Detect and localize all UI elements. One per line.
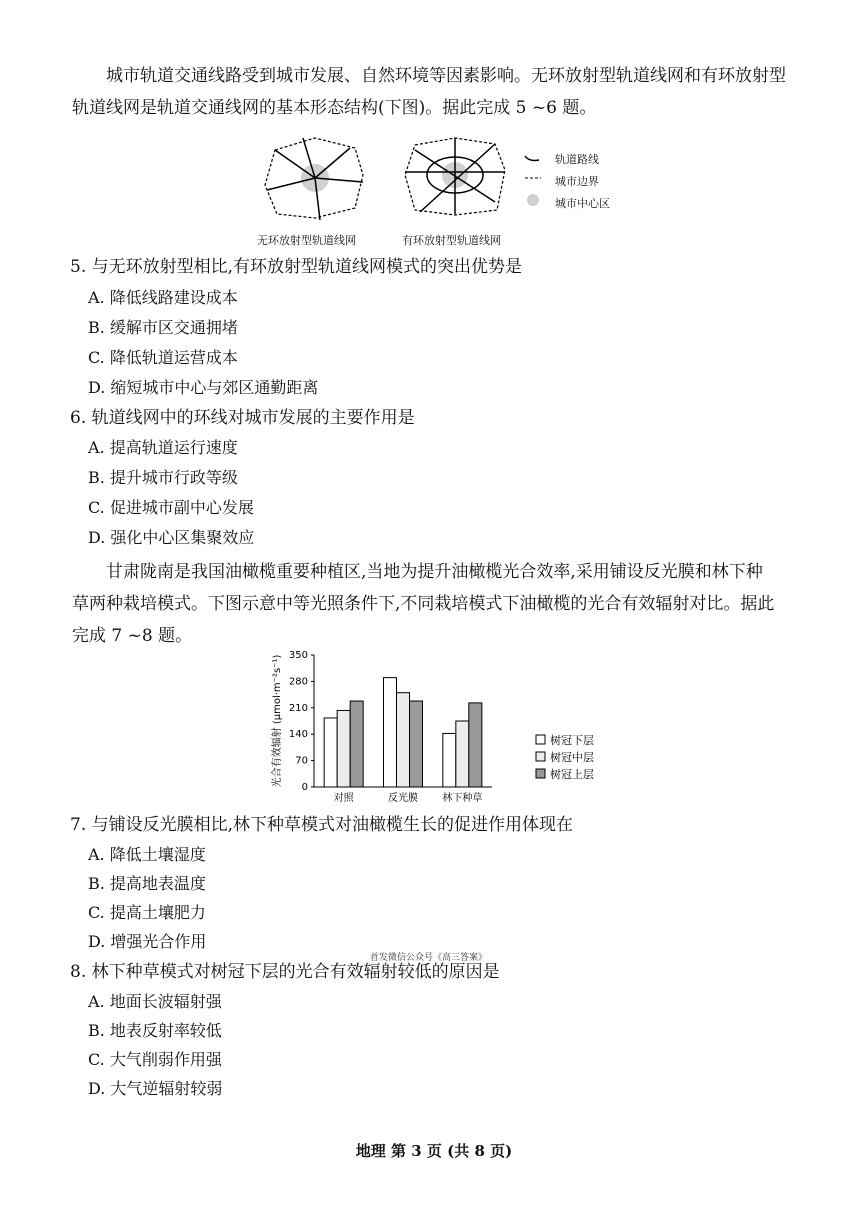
ring-network-diagram — [405, 138, 505, 215]
q8-option-a: A. 地面长波辐射强 — [88, 992, 222, 1011]
watermark-text: 首发微信公众号《高三答案》 — [370, 953, 488, 963]
q5-option-b: B. 缓解市区交通拥堵 — [88, 318, 238, 337]
q7-option-b: B. 提高地表温度 — [88, 874, 206, 893]
legend-label: 树冠下层 — [550, 734, 594, 747]
bar-树冠中层-林下种草 — [456, 721, 469, 787]
q7-option-c: C. 提高土壤肥力 — [88, 903, 206, 922]
q8-option-c: C. 大气削弱作用强 — [88, 1050, 222, 1069]
caption-ring: 有环放射型轨道线网 — [402, 234, 501, 247]
q6-option-d: D. 强化中心区集聚效应 — [88, 528, 255, 547]
question-5-stem: 5. 与无环放射型相比,有环放射型轨道线网模式的突出优势是 — [70, 257, 523, 277]
legend-label: 树冠上层 — [550, 768, 594, 781]
par-bar-chart — [262, 645, 622, 810]
x-tick-label: 反光膜 — [388, 793, 418, 804]
bar-树冠下层-反光膜 — [384, 678, 397, 787]
bar-树冠中层-反光膜 — [397, 693, 410, 787]
question-7-stem: 7. 与铺设反光膜相比,林下种草模式对油橄榄生长的促进作用体现在 — [70, 815, 574, 835]
q6-option-a: A. 提高轨道运行速度 — [88, 438, 238, 457]
q5-option-d: D. 缩短城市中心与郊区通勤距离 — [88, 378, 319, 397]
y-tick-label: 140 — [288, 729, 308, 741]
y-tick-label: 0 — [301, 782, 308, 793]
bar-树冠上层-林下种草 — [469, 703, 482, 787]
bar-树冠上层-反光膜 — [410, 701, 423, 787]
rail-line-legend-icon — [525, 156, 539, 161]
bar-树冠上层-对照 — [350, 701, 363, 787]
question-6-stem: 6. 轨道线网中的环线对城市发展的主要作用是 — [70, 408, 415, 428]
question-8-stem: 8. 林下种草模式对树冠下层的光合有效辐射较低的原因是 — [70, 962, 500, 982]
intro-line-2: 轨道线网是轨道交通线网的基本形态结构(下图)。据此完成 5 ~6 题。 — [72, 98, 597, 118]
q6-option-b: B. 提升城市行政等级 — [88, 468, 238, 487]
q8-option-b: B. 地表反射率较低 — [88, 1021, 222, 1040]
legend-swatch — [536, 735, 545, 744]
no-ring-network-diagram — [265, 138, 363, 220]
q8-option-d: D. 大气逆辐射较弱 — [88, 1079, 223, 1098]
figure1-legend — [525, 156, 541, 206]
q5-option-a: A. 降低线路建设成本 — [88, 288, 238, 307]
legend-city-boundary: 城市边界 — [555, 175, 599, 188]
q5-option-c: C. 降低轨道运营成本 — [88, 348, 238, 367]
x-tick-label: 林下种草 — [442, 793, 483, 804]
x-tick-label: 对照 — [333, 793, 354, 804]
q7-option-d: D. 增强光合作用 — [88, 932, 207, 951]
bar-树冠下层-对照 — [324, 718, 337, 787]
q6-option-c: C. 促进城市副中心发展 — [88, 498, 254, 517]
y-tick-label: 280 — [288, 676, 308, 688]
bar-树冠下层-林下种草 — [443, 733, 456, 787]
page-footer: 地理 第 3 页 (共 8 页) — [355, 1142, 513, 1160]
legend-city-center: 城市中心区 — [555, 197, 610, 210]
y-tick-label: 210 — [288, 702, 308, 714]
intro2-line-1: 甘肃陇南是我国油橄榄重要种植区,当地为提升油橄榄光合效率,采用铺设反光膜和林下种 — [106, 562, 763, 582]
y-tick-label: 350 — [288, 650, 308, 661]
intro2-line-3: 完成 7 ~8 题。 — [72, 626, 193, 646]
y-axis-label: 光合有效辐射 (μmol·m⁻²s⁻¹) — [272, 654, 283, 788]
city-center-legend-icon — [527, 194, 539, 206]
legend-swatch — [536, 752, 545, 761]
caption-no-ring: 无环放射型轨道线网 — [257, 234, 356, 247]
legend-label: 树冠中层 — [550, 751, 594, 764]
bar-树冠中层-对照 — [337, 710, 350, 787]
intro2-line-2: 草两种栽培模式。下图示意中等光照条件下,不同栽培模式下油橄榄的光合有效辐射对比。据此 — [72, 594, 775, 614]
legend-rail-line: 轨道路线 — [555, 153, 599, 166]
intro-line-1: 城市轨道交通线路受到城市发展、自然环境等因素影响。无环放射型轨道线网和有环放射型 — [106, 66, 786, 86]
legend-swatch — [536, 769, 545, 778]
q7-option-a: A. 降低土壤湿度 — [88, 845, 206, 864]
y-tick-label: 70 — [295, 755, 308, 767]
